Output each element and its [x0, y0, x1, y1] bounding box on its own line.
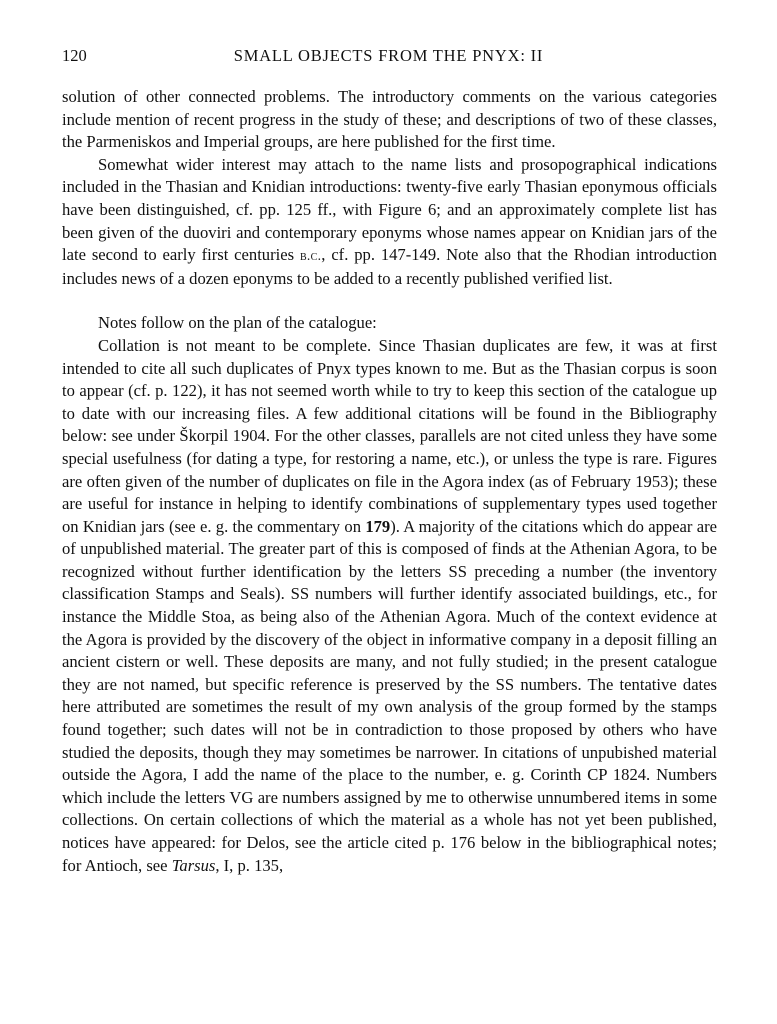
paragraph-2-text-b: , cf. pp. 147-149. Note also that the Rhodian introduction includes news of a dozen eponyms to be added to a recently published verified list. [62, 245, 717, 288]
paragraph-1 [62, 86, 717, 154]
paragraph-4-text-c: , I, p. 135, [215, 855, 284, 875]
paragraph-1-text: solution of other connected problems. The introductory comments on the various categories include mention of recent progress in the study of these; and descriptions of two of these classes, the Parmeniskos and Imperial groups, are here published for the first time. [62, 87, 717, 152]
work-title-tarsus: Tarsus [171, 855, 216, 875]
paragraph-4-text-a: Collation is not meant to be complete. Since Thasian duplicates are few, it was at first intended to cite all such duplicates of Pnyx types known to me. But as the Thasian corpus is soon to appear (cf. p. 122), it has not seemed worth while to try to keep this section of the catalogue up to date with our increasing files. A few additional citations will be found in the Bibliography below: see under Škorpil 1904. For the other classes, parallels are not cited unless they have some special usefulness (for dating a type, for restoring a name, etc.), or unless the type is rare. Figures are often given of the number of duplicates on file in the Agora index (as of February 1953); these are useful for instance in helping to identify combinations of supplementary types used together on Knidian jars (see e. g. the commentary on [62, 335, 717, 536]
era-abbreviation: b.c. [299, 248, 322, 264]
catalogue-number-ref: 179 [365, 516, 391, 536]
paragraph-2-text-a: Somewhat wider interest may attach to the name lists and prosopographical indications included in the Thasian and Knidian introductions: twenty-five early Thasian eponymous officials have been distinguished, cf. pp. 125 ff., with Figure 6; and an approximately complete list has been given of the duoviri and contemporary eponyms whose names appear on Knidian jars of the late second to early first centuries [62, 154, 717, 265]
paragraph-3 [62, 312, 717, 335]
paragraph-4 [62, 335, 717, 877]
body-text [62, 86, 717, 877]
page-number: 120 [62, 46, 87, 65]
page-header [62, 46, 715, 70]
paragraph-2 [62, 154, 717, 291]
running-head: SMALL OBJECTS FROM THE PNYX: II [233, 46, 544, 65]
paragraph-3-text: Notes follow on the plan of the catalogue: [98, 313, 377, 333]
paragraph-4-text-b: ). A majority of the citations which do appear are of unpublished material. The greater part of this is composed of finds at the Athenian Agora, to be recognized without further identification by the letters SS preceding a number (the inventory classification Stamps and Seals). SS numbers will further identify associated buildings, etc., for instance the Middle Stoa, as being also of the Athenian Agora. Much of the context evidence at the Agora is provided by the discovery of the object in informative company in a deposit filling an ancient cistern or well. These deposits are many, and not fully studied; in the present catalogue they are not named, but specific reference is preserved by the SS numbers. The tentative dates here attributed are sometimes the result of my own analysis of the group formed by the stamps found together; such dates will not be in contradiction to those proposed by others who have studied the deposits, though they may sometimes be narrower. In citations of unpubished material outside the Agora, I add the name of the place to the number, e. g. Corinth CP 1824. Numbers which include the letters VG are numbers assigned by me to otherwise unnumbered items in some collections. On certain collections of which the material as a whole has not yet been published, notices have appeared: for Delos, see the article cited p. 176 below in the bibliographical notes; for Antioch, see [62, 516, 717, 875]
